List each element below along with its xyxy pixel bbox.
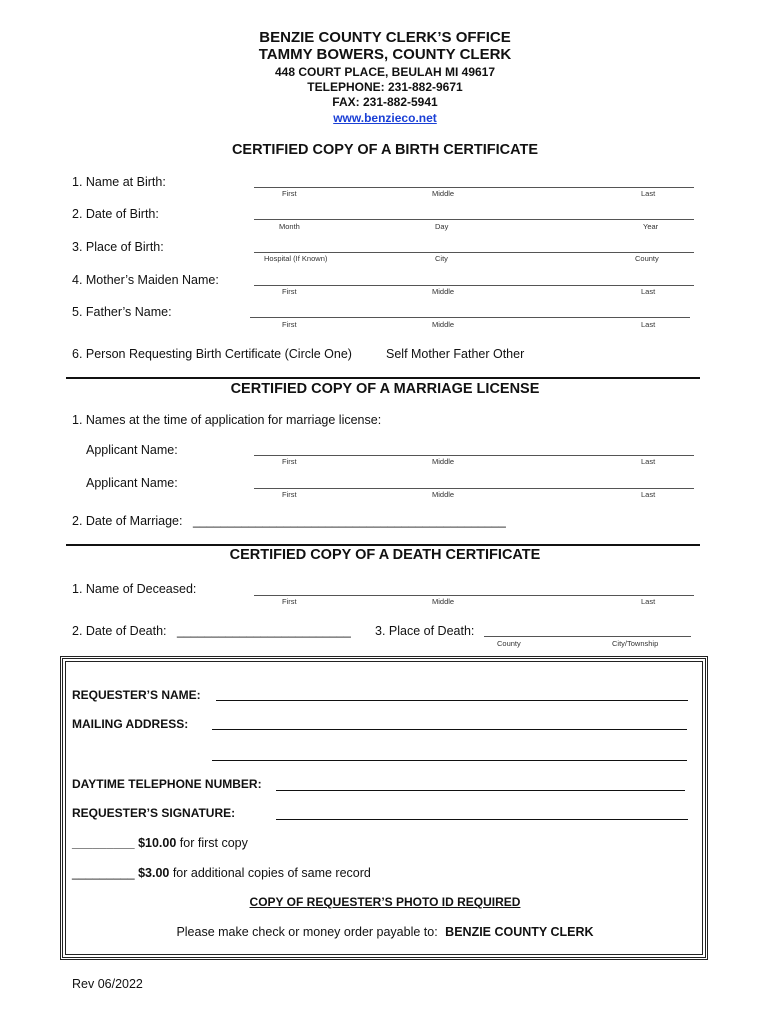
website-link[interactable]: www.benzieco.net	[333, 111, 437, 125]
applicant-1-label: Applicant Name:	[86, 443, 178, 457]
office-title: BENZIE COUNTY CLERK’S OFFICE	[259, 29, 511, 46]
sub-hospital: Hospital (If Known)	[264, 254, 328, 263]
sub-middle: Middle	[432, 287, 455, 296]
sub-last: Last	[641, 490, 656, 499]
sub-middle: Middle	[432, 597, 455, 606]
office-telephone: TELEPHONE: 231-882-9671	[307, 80, 463, 94]
sub-month: Month	[279, 222, 300, 231]
mailing-address-line-2[interactable]	[212, 760, 687, 761]
birth-date-line[interactable]	[254, 219, 694, 220]
birth-place-label: 3. Place of Birth:	[72, 240, 164, 254]
sub-day: Day	[435, 222, 449, 231]
birth-requester-label: 6. Person Requesting Birth Certificate (Circle One)	[72, 347, 352, 361]
photo-id-required: COPY OF REQUESTER’S PHOTO ID REQUIRED	[249, 895, 521, 909]
signature-line[interactable]	[276, 819, 688, 820]
sub-first: First	[282, 287, 297, 296]
mother-name-line[interactable]	[254, 285, 694, 286]
mother-name-label: 4. Mother’s Maiden Name:	[72, 273, 219, 287]
sub-death-county: County	[497, 639, 521, 648]
daytime-phone-label: DAYTIME TELEPHONE NUMBER:	[72, 777, 262, 791]
birth-requester-options[interactable]: Self Mother Father Other	[386, 347, 525, 361]
sub-city: City	[435, 254, 448, 263]
sub-first: First	[282, 457, 297, 466]
applicant-1-line[interactable]	[254, 455, 694, 456]
death-date-label: 2. Date of Death:	[72, 624, 167, 638]
sub-last: Last	[641, 189, 656, 198]
applicant-2-label: Applicant Name:	[86, 476, 178, 490]
sub-last: Last	[641, 287, 656, 296]
father-name-label: 5. Father’s Name:	[72, 305, 172, 319]
sub-year: Year	[643, 222, 659, 231]
office-fax: FAX: 231-882-5941	[332, 95, 438, 109]
section-divider	[66, 544, 700, 546]
sub-first: First	[282, 189, 297, 198]
sub-first: First	[282, 597, 297, 606]
sub-first: First	[282, 490, 297, 499]
sub-county: County	[635, 254, 659, 263]
daytime-phone-line[interactable]	[276, 790, 685, 791]
requester-name-line[interactable]	[216, 700, 688, 701]
office-address: 448 COURT PLACE, BEULAH MI 49617	[274, 65, 496, 79]
deceased-name-line[interactable]	[254, 595, 694, 596]
payable-text: Please make check or money order payable to:	[176, 925, 438, 939]
payable-row	[0, 925, 770, 939]
mailing-address-label: MAILING ADDRESS:	[72, 717, 189, 731]
requester-name-label: REQUESTER’S NAME:	[72, 688, 201, 702]
sub-middle: Middle	[432, 320, 455, 329]
fee-first-amount: $10.00	[138, 836, 177, 850]
fee-additional-blank[interactable]: _________	[72, 866, 135, 880]
fee-first-text: for first copy	[179, 836, 248, 850]
birth-name-line[interactable]	[254, 187, 694, 188]
sub-middle: Middle	[432, 457, 455, 466]
signature-label: REQUESTER’S SIGNATURE:	[72, 806, 236, 820]
applicant-2-line[interactable]	[254, 488, 694, 489]
fee-additional-amount: $3.00	[138, 866, 170, 880]
marriage-names-label: 1. Names at the time of application for marriage license:	[72, 413, 382, 427]
marriage-date-label: 2. Date of Marriage:	[72, 514, 183, 528]
revision-label: Rev 06/2022	[72, 977, 143, 991]
birth-date-label: 2. Date of Birth:	[72, 207, 159, 221]
section-divider	[66, 377, 700, 379]
death-place-label: 3. Place of Death:	[375, 624, 475, 638]
fee-first-blank[interactable]: _________	[72, 836, 135, 850]
death-section-title: CERTIFIED COPY OF A DEATH CERTIFICATE	[229, 547, 541, 563]
sub-last: Last	[641, 457, 656, 466]
birth-place-line[interactable]	[254, 252, 694, 253]
fee-first-row	[72, 836, 248, 850]
mailing-address-line-1[interactable]	[212, 729, 687, 730]
marriage-date-blank[interactable]: _____________________________________________	[193, 514, 506, 528]
father-name-line[interactable]	[250, 317, 690, 318]
sub-city-township: City/Township	[612, 639, 659, 648]
birth-section-title: CERTIFIED COPY OF A BIRTH CERTIFICATE	[231, 142, 539, 158]
clerk-name: TAMMY BOWERS, COUNTY CLERK	[258, 46, 512, 63]
payable-to: BENZIE COUNTY CLERK	[445, 925, 594, 939]
fee-additional-text: for additional copies of same record	[172, 866, 371, 880]
sub-last: Last	[641, 320, 656, 329]
marriage-section-title: CERTIFIED COPY OF A MARRIAGE LICENSE	[230, 381, 540, 397]
death-place-line[interactable]	[484, 636, 691, 637]
deceased-name-label: 1. Name of Deceased:	[72, 582, 197, 596]
sub-last: Last	[641, 597, 656, 606]
fee-additional-row	[72, 866, 371, 880]
sub-middle: Middle	[432, 490, 455, 499]
sub-first: First	[282, 320, 297, 329]
birth-name-label: 1. Name at Birth:	[72, 175, 166, 189]
sub-middle: Middle	[432, 189, 455, 198]
death-date-blank[interactable]: _________________________	[177, 624, 351, 638]
